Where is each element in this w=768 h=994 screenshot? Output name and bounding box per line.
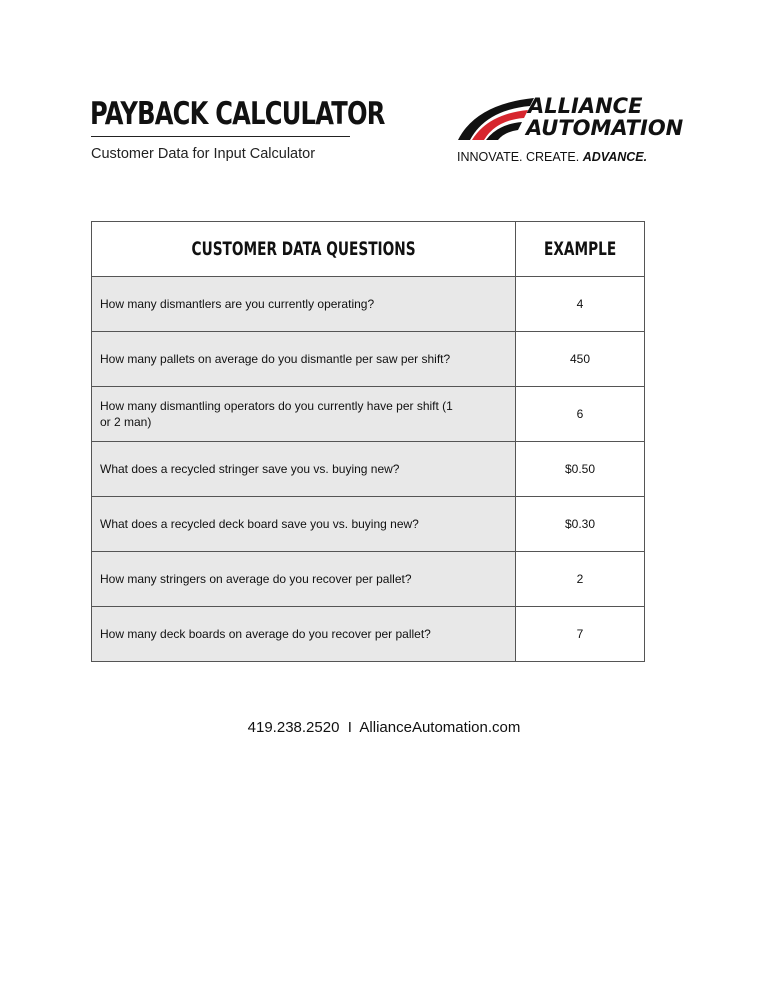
example-cell: 450: [516, 332, 645, 387]
example-cell: 2: [516, 552, 645, 607]
example-cell: 7: [516, 607, 645, 662]
example-cell: 6: [516, 387, 645, 442]
table-row: [92, 332, 645, 387]
question-cell: How many stringers on average do you recover per pallet?: [92, 552, 516, 607]
header-questions: CUSTOMER DATA QUESTIONS: [92, 222, 516, 277]
table-row: [92, 552, 645, 607]
page-title: PAYBACK CALCULATOR: [90, 96, 385, 132]
example-cell: $0.50: [516, 442, 645, 497]
header-example: EXAMPLE: [516, 222, 645, 277]
question-cell: How many pallets on average do you dismantle per saw per shift?: [92, 332, 516, 387]
tagline: [457, 150, 647, 164]
table-row: [92, 387, 645, 442]
table-row: [92, 497, 645, 552]
question-cell: How many dismantlers are you currently operating?: [92, 277, 516, 332]
question-cell: How many deck boards on average do you recover per pallet?: [92, 607, 516, 662]
tagline-regular: INNOVATE. CREATE.: [457, 150, 580, 164]
customer-data-table: [91, 221, 645, 662]
tagline-bold: ADVANCE.: [582, 150, 648, 164]
logo-line-1: ALLIANCE: [528, 94, 643, 118]
title-divider: [91, 136, 350, 137]
table-row: [92, 442, 645, 497]
example-cell: 4: [516, 277, 645, 332]
table-header-row: [92, 222, 645, 277]
example-cell: $0.30: [516, 497, 645, 552]
swoosh-logo-icon: [456, 96, 536, 142]
table-row: [92, 607, 645, 662]
page-subtitle: Customer Data for Input Calculator: [91, 146, 316, 162]
question-cell: How many dismantling operators do you currently have per shift (1 or 2 man): [92, 387, 516, 442]
contact-footer: 419.238.2520 I AllianceAutomation.com: [247, 719, 521, 736]
question-cell: What does a recycled stringer save you vs. buying new?: [92, 442, 516, 497]
table-row: [92, 277, 645, 332]
logo-line-2: AUTOMATION: [526, 116, 684, 140]
question-cell: What does a recycled deck board save you vs. buying new?: [92, 497, 516, 552]
